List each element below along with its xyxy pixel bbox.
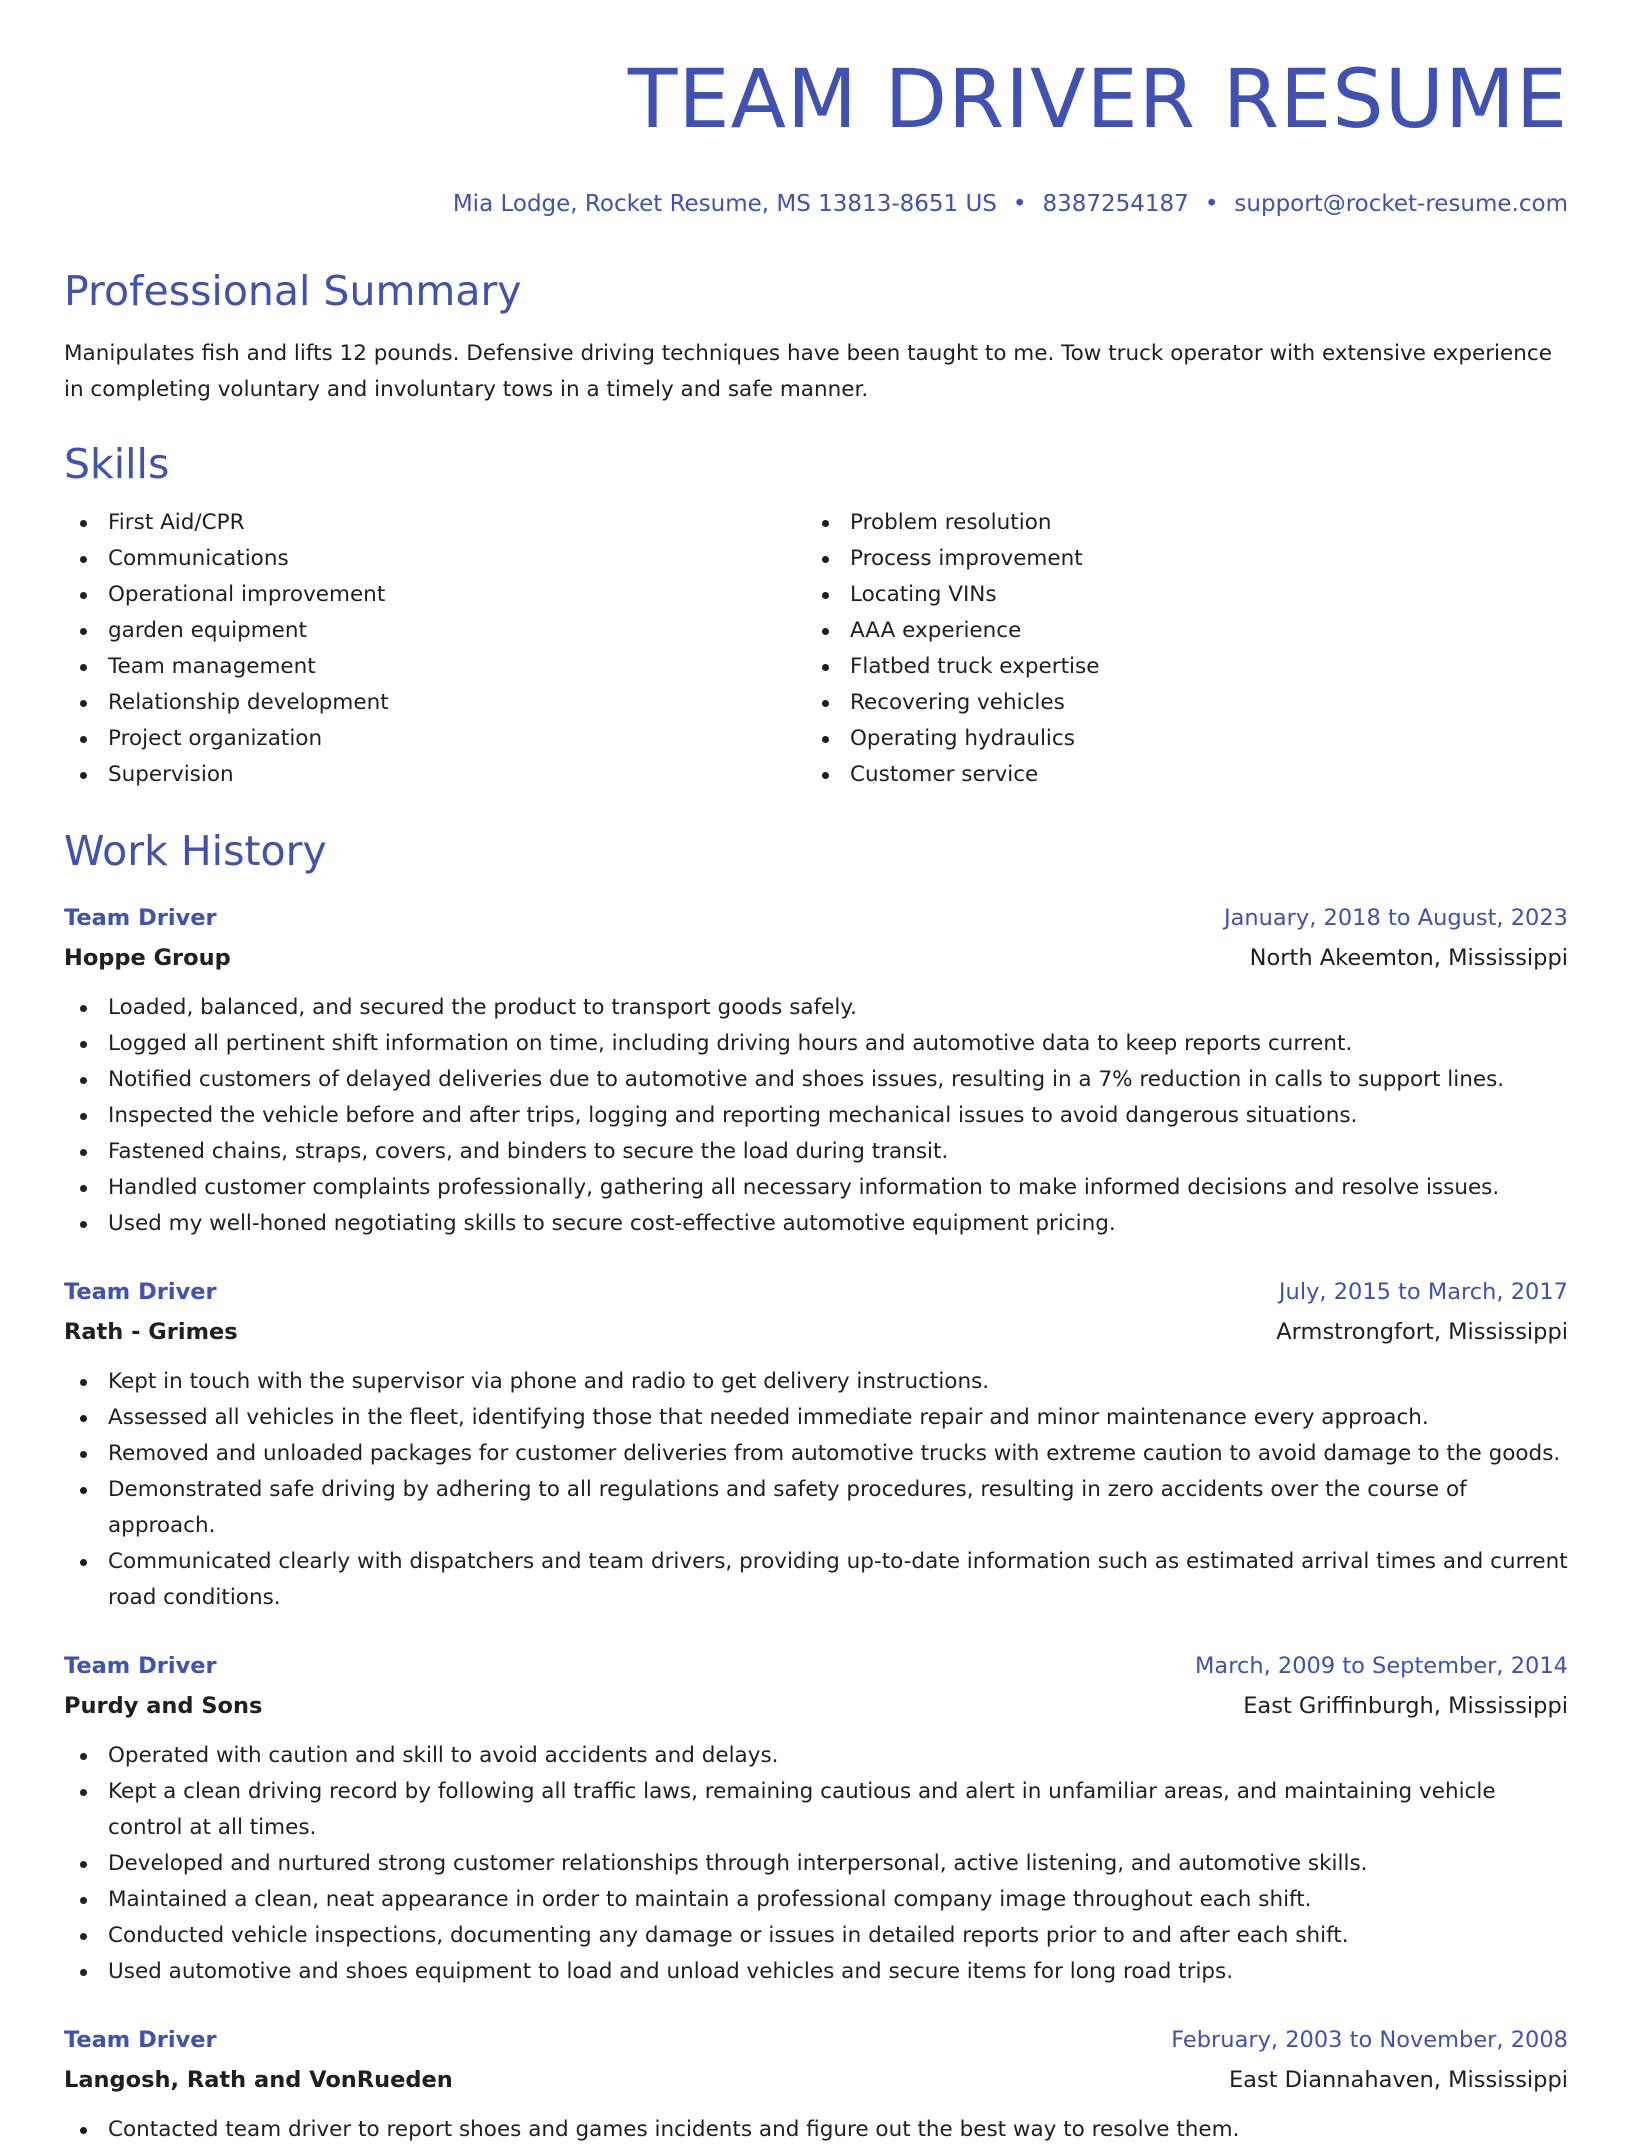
- job-bullet: Kept in touch with the supervisor via phone and radio to get delivery instructions.: [64, 1364, 1568, 1400]
- job-bullet: Operated with caution and skill to avoid accidents and delays.: [64, 1738, 1568, 1774]
- job-dates: July, 2015 to March, 2017: [1278, 1279, 1568, 1305]
- skill-item: Relationship development: [64, 685, 806, 721]
- skill-item: Locating VINs: [806, 577, 1548, 613]
- job-title: Team Driver: [64, 905, 217, 931]
- job-bullet: Kept a clean driving record by following all traffic laws, remaining cautious and alert in unfamiliar areas, and maintaining vehicle control at all times.: [64, 1774, 1568, 1846]
- job-location: Armstrongfort, Mississippi: [1276, 1319, 1568, 1345]
- job-entry: [64, 1646, 1568, 1990]
- contact-phone: 8387254187: [1042, 191, 1189, 217]
- job-bullet: Demonstrated safe driving by adhering to all regulations and safety procedures, resulting in zero accidents over the course of approach.: [64, 1472, 1568, 1544]
- skill-item: Communications: [64, 541, 806, 577]
- skill-item: Recovering vehicles: [806, 685, 1548, 721]
- summary-text: Manipulates fish and lifts 12 pounds. Defensive driving techniques have been taught to me. Tow truck operator with extensive experience in completing voluntary and involuntary tows in a timely and safe manner.: [64, 341, 1552, 402]
- skill-item: Team management: [64, 649, 806, 685]
- job-company: Purdy and Sons: [64, 1693, 263, 1719]
- job-bullet: Communicated clearly with dispatchers and team drivers, providing up-to-date information such as estimated arrival times and current road conditions.: [64, 1544, 1568, 1616]
- skills-left-column: [64, 505, 806, 793]
- job-entry: [64, 2020, 1568, 2148]
- job-bullet: Maintained a clean, neat appearance in order to maintain a professional company image throughout each shift.: [64, 1882, 1568, 1918]
- contact-address: Mia Lodge, Rocket Resume, MS 13813-8651 US: [452, 191, 997, 217]
- skill-item: AAA experience: [806, 613, 1548, 649]
- contact-line: [64, 188, 1568, 220]
- job-location: East Griffinburgh, Mississippi: [1243, 1693, 1568, 1719]
- job-bullet: Conducted vehicle inspections, documenting any damage or issues in detailed reports prior to and after each shift.: [64, 1918, 1568, 1954]
- job-company: Rath - Grimes: [64, 1319, 238, 1345]
- skill-item: Project organization: [64, 721, 806, 757]
- job-bullet: Removed and unloaded packages for customer deliveries from automotive trucks with extreme caution to avoid damage to the goods.: [64, 1436, 1568, 1472]
- job-bullets: [64, 2112, 1568, 2148]
- job-bullets: [64, 1738, 1568, 1990]
- job-bullet: Fastened chains, straps, covers, and binders to secure the load during transit.: [64, 1134, 1568, 1170]
- job-subheader: [64, 938, 1568, 978]
- job-header: [64, 2020, 1568, 2060]
- job-company: Langosh, Rath and VonRueden: [64, 2067, 453, 2093]
- job-company: Hoppe Group: [64, 945, 231, 971]
- job-bullet: Assessed all vehicles in the fleet, identifying those that needed immediate repair and minor maintenance every approach.: [64, 1400, 1568, 1436]
- job-dates: January, 2018 to August, 2023: [1223, 905, 1568, 931]
- job-bullet: Handled customer complaints professionally, gathering all necessary information to make informed decisions and resolve issues.: [64, 1170, 1568, 1206]
- resume-page: [64, 0, 1568, 2148]
- job-bullet: Logged all pertinent shift information on time, including driving hours and automotive data to keep reports current.: [64, 1026, 1568, 1062]
- skill-item: First Aid/CPR: [64, 505, 806, 541]
- job-bullet: Used automotive and shoes equipment to load and unload vehicles and secure items for long road trips.: [64, 1954, 1568, 1990]
- job-dates: February, 2003 to November, 2008: [1171, 2027, 1568, 2053]
- job-bullet: Notified customers of delayed deliveries due to automotive and shoes issues, resulting in a 7% reduction in calls to support lines.: [64, 1062, 1568, 1098]
- job-bullet: Loaded, balanced, and secured the product to transport goods safely.: [64, 990, 1568, 1026]
- contact-separator: •: [1012, 191, 1027, 217]
- job-bullets: [64, 990, 1568, 1242]
- work-history-heading: Work History: [64, 827, 327, 875]
- job-dates: March, 2009 to September, 2014: [1195, 1653, 1568, 1679]
- job-header: [64, 1272, 1568, 1312]
- job-bullet: Inspected the vehicle before and after trips, logging and reporting mechanical issues to avoid dangerous situations.: [64, 1098, 1568, 1134]
- skills-right-column: [806, 505, 1548, 793]
- job-bullet: Developed and nurtured strong customer relationships through interpersonal, active listening, and automotive skills.: [64, 1846, 1568, 1882]
- job-entry: [64, 898, 1568, 1242]
- skill-item: Flatbed truck expertise: [806, 649, 1548, 685]
- job-entry: [64, 1272, 1568, 1616]
- summary-heading: Professional Summary: [64, 267, 522, 315]
- resume-title: TEAM DRIVER RESUME: [627, 53, 1568, 147]
- job-subheader: [64, 1686, 1568, 1726]
- skill-item: garden equipment: [64, 613, 806, 649]
- skill-item: Problem resolution: [806, 505, 1548, 541]
- job-title: Team Driver: [64, 1653, 217, 1679]
- skill-item: Supervision: [64, 757, 806, 793]
- skill-item: Process improvement: [806, 541, 1548, 577]
- skill-item: Operating hydraulics: [806, 721, 1548, 757]
- job-subheader: [64, 2060, 1568, 2100]
- skill-item: Operational improvement: [64, 577, 806, 613]
- job-header: [64, 898, 1568, 938]
- skills-heading: Skills: [64, 440, 170, 488]
- job-bullet: Contacted team driver to report shoes and games incidents and figure out the best way to resolve them.: [64, 2112, 1568, 2148]
- contact-email: support@rocket-resume.com: [1234, 191, 1568, 217]
- job-bullet: Used my well-honed negotiating skills to secure cost-effective automotive equipment pricing.: [64, 1206, 1568, 1242]
- job-location: North Akeemton, Mississippi: [1249, 945, 1568, 971]
- contact-separator: •: [1204, 191, 1219, 217]
- job-bullets: [64, 1364, 1568, 1616]
- skill-item: Customer service: [806, 757, 1548, 793]
- job-location: East Diannahaven, Mississippi: [1228, 2067, 1568, 2093]
- job-subheader: [64, 1312, 1568, 1352]
- job-title: Team Driver: [64, 1279, 217, 1305]
- job-title: Team Driver: [64, 2027, 217, 2053]
- skills-grid: [64, 505, 1568, 793]
- job-header: [64, 1646, 1568, 1686]
